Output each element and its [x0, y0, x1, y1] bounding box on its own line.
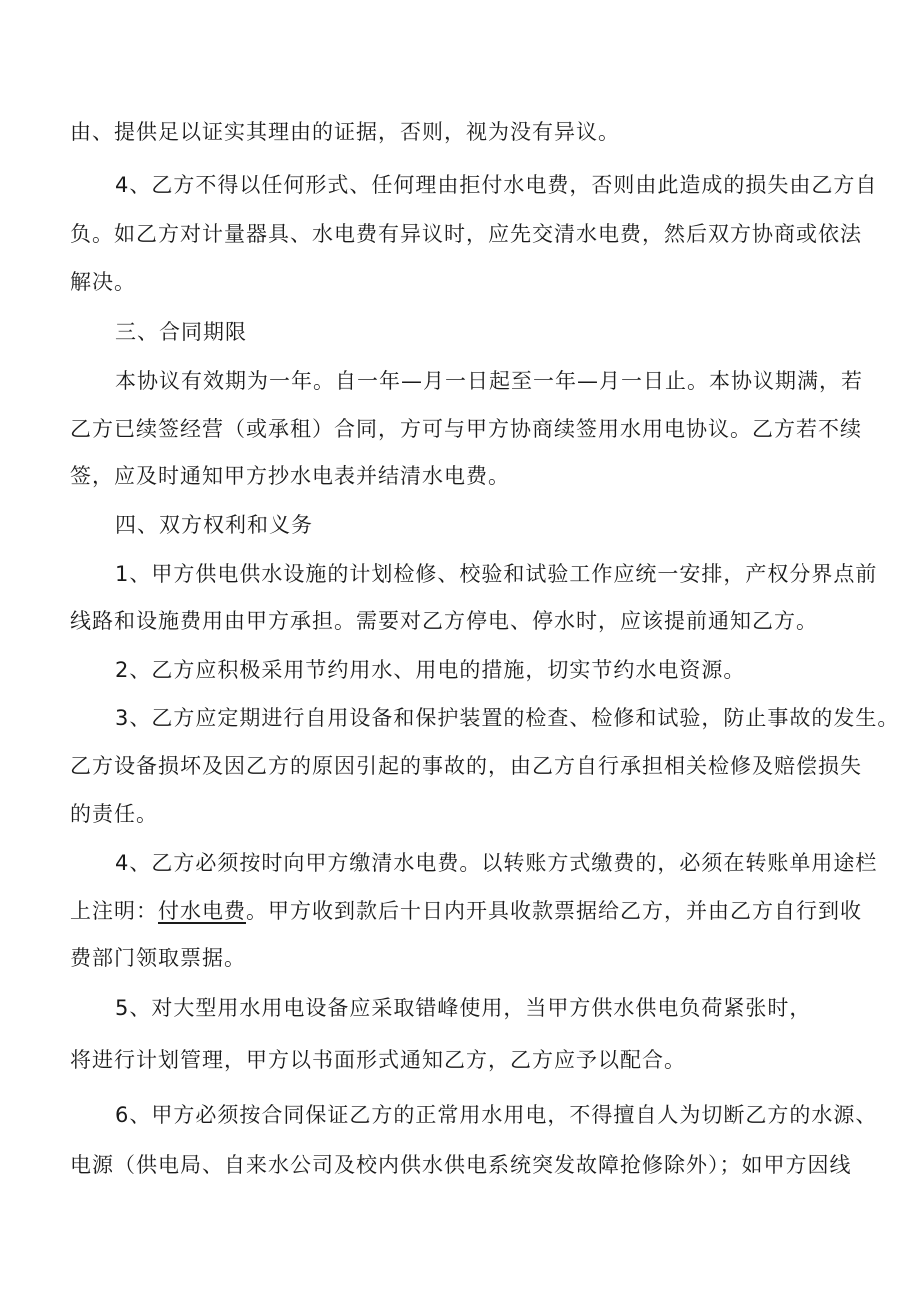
- paragraph-line: 乙方设备损坏及因乙方的原因引起的事故的，由乙方自行承担相关检修及赔偿损失: [70, 754, 862, 778]
- paragraph-line: 4、乙方不得以任何形式、任何理由拒付水电费，否则由此造成的损失由乙方自: [115, 173, 878, 197]
- paragraph-line: 5、对大型用水用电设备应采取错峰使用，当甲方供水供电负荷紧张时，: [115, 996, 812, 1020]
- paragraph-line: 负。如乙方对计量器具、水电费有异议时，应先交清水电费，然后双方协商或依法: [70, 222, 862, 246]
- paragraph-line: 4、乙方必须按时向甲方缴清水电费。以转账方式缴费的，必须在转账单用途栏: [115, 851, 878, 875]
- paragraph-line: 本协议有效期为一年。自一年—月一日起至一年—月一日止。本协议期满，若: [115, 369, 863, 393]
- line-segment: 。甲方收到款后十日内开具收款票据给乙方，并由乙方自行到收: [246, 899, 862, 923]
- paragraph-line: 1、甲方供电供水设施的计划检修、校验和试验工作应统一安排，产权分界点前: [115, 562, 878, 586]
- paragraph-line: 乙方已续签经营（或承租）合同，方可与甲方协商续签用水用电协议。乙方若不续: [70, 417, 862, 441]
- paragraph-line: 2、乙方应积极采用节约用水、用电的措施，切实节约水电资源。: [115, 658, 746, 682]
- paragraph-line: 的责任。: [70, 802, 158, 826]
- paragraph-line: 线路和设施费用由甲方承担。需要对乙方停电、停水时，应该提前通知乙方。: [70, 609, 818, 633]
- paragraph-line: 3、乙方应定期进行自用设备和保护装置的检查、检修和试验，防止事故的发生。: [115, 706, 900, 730]
- paragraph-line: 费部门领取票据。: [70, 946, 246, 970]
- paragraph-line: 签，应及时通知甲方抄水电表并结清水电费。: [70, 464, 510, 488]
- underlined-text: 付水电费: [158, 899, 246, 923]
- paragraph-line: 将进行计划管理，甲方以书面形式通知乙方，乙方应予以配合。: [70, 1048, 686, 1072]
- section-heading: 三、合同期限: [115, 320, 247, 344]
- paragraph-line: [70, 896, 862, 926]
- line-segment: 上注明：: [70, 899, 158, 923]
- paragraph-line: 解决。: [70, 270, 136, 294]
- paragraph-line: 6、甲方必须按合同保证乙方的正常用水用电，不得擅自人为切断乙方的水源、: [115, 1103, 878, 1127]
- paragraph-line: 电源（供电局、自来水公司及校内供水供电系统突发故障抢修除外）；如甲方因线: [70, 1153, 852, 1177]
- section-heading: 四、双方权利和义务: [115, 513, 313, 537]
- paragraph-line: 由、提供足以证实其理由的证据，否则，视为没有异议。: [70, 120, 620, 144]
